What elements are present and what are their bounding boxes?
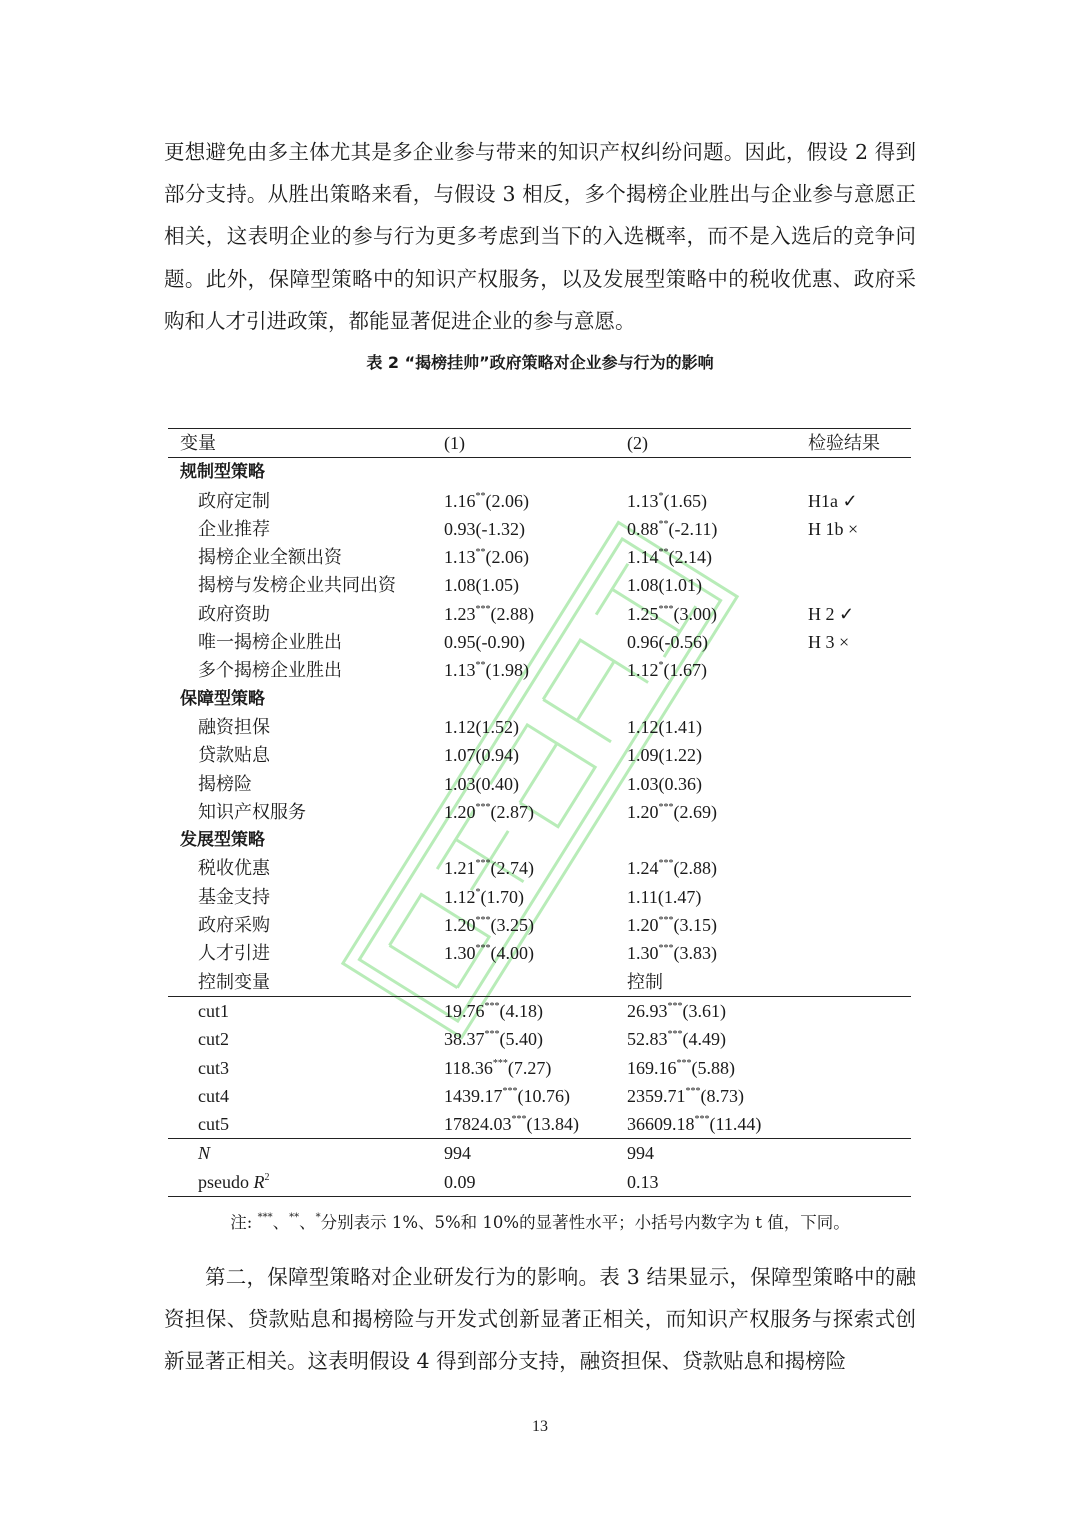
variable-label: cut4 — [198, 1085, 229, 1106]
model-1-cell: 0.09 — [444, 1168, 627, 1197]
model-1-cell: 1.13**(2.06) — [444, 547, 529, 568]
test-result-cell — [808, 939, 911, 967]
test-result-cell — [808, 911, 911, 939]
category-label: 保障型策略 — [180, 688, 265, 709]
test-result-cell — [808, 543, 911, 571]
category-label: 发展型策略 — [180, 830, 265, 851]
model-2-cell: 1.13*(1.65) — [627, 490, 707, 511]
model-2-cell: 169.16***(5.88) — [627, 1057, 735, 1078]
variable-label: 控制变量 — [198, 971, 270, 992]
test-result-cell — [808, 1054, 911, 1082]
test-result-cell: H 3 × — [808, 632, 850, 653]
variable-label: 揭榜与发榜企业共同出资 — [198, 575, 396, 596]
category-label: 规制型策略 — [180, 462, 265, 483]
empty-cell — [627, 826, 808, 854]
table-caption: 表 2 “揭榜挂帅”政府策略对企业参与行为的影响 — [366, 353, 714, 372]
variable-label: cut5 — [198, 1114, 229, 1135]
table-row — [168, 770, 911, 798]
variable-label: N — [168, 1139, 444, 1168]
model-2-cell: 26.93***(3.61) — [627, 996, 808, 1025]
table-row — [168, 713, 911, 741]
variable-label: 企业推荐 — [198, 518, 270, 539]
model-1-cell: 1.12*(1.70) — [444, 886, 524, 907]
model-1-cell: 1.20***(3.25) — [444, 915, 534, 936]
model-2-cell: 1.30***(3.83) — [627, 943, 717, 964]
variable-label: cut2 — [198, 1029, 229, 1050]
regression-table — [168, 428, 911, 1197]
model-2-cell: 1.12(1.41) — [627, 716, 702, 737]
model-1-cell: 1.21***(2.74) — [444, 858, 534, 879]
model-1-cell: 1.20***(2.87) — [444, 801, 534, 822]
model-2-cell: 36609.18***(11.44) — [627, 1114, 762, 1135]
table-row — [168, 968, 911, 997]
test-result-cell — [808, 770, 911, 798]
table-row — [168, 741, 911, 769]
test-result-cell — [808, 996, 911, 1025]
category-row — [168, 826, 911, 854]
test-result-cell — [808, 713, 911, 741]
test-result-cell: H1a ✓ — [808, 490, 858, 511]
note-separator-1: 、 — [272, 1213, 290, 1232]
test-result-cell: H 2 ✓ — [808, 603, 855, 624]
table-row — [168, 1110, 911, 1139]
test-result-cell — [808, 1025, 911, 1053]
table-row — [168, 1082, 911, 1110]
body-paragraph-2: 第二，保障型策略对企业研发行为的影响。表 3 结果显示，保障型策略中的融资担保、贷款贴息和揭榜险与开发式创新显著正相关，而知识产权服务与探索式创新显著正相关。这表明假设 4 得到部分支持，融资担保、贷款贴息和揭榜险 — [164, 1265, 916, 1374]
model-2-cell: 1.24***(2.88) — [627, 858, 717, 879]
model-2-cell: 1.14**(2.14) — [627, 547, 712, 568]
model-1-cell: 1.12(1.52) — [444, 716, 519, 737]
test-result-cell — [808, 1139, 911, 1168]
header-model-1: (1) — [444, 433, 465, 453]
model-2-cell: 1.11(1.47) — [627, 886, 702, 907]
variable-label: 多个揭榜企业胜出 — [198, 660, 342, 681]
note-separator-2: 、 — [299, 1213, 316, 1232]
table-row — [168, 883, 911, 911]
empty-cell — [627, 685, 808, 713]
test-result-cell: H 1b × — [808, 518, 859, 539]
test-result-cell — [808, 854, 911, 882]
model-2-cell: 0.88**(-2.11) — [627, 518, 718, 539]
header-test-result: 检验结果 — [808, 433, 880, 453]
variable-label: 政府定制 — [198, 490, 270, 511]
table-row — [168, 487, 911, 515]
table-row — [168, 1139, 911, 1168]
category-row — [168, 458, 911, 487]
table-header-row — [168, 429, 911, 458]
table-row — [168, 656, 911, 684]
table-row — [168, 798, 911, 826]
model-1-cell: 1.07(0.94) — [444, 745, 519, 766]
table-row — [168, 1168, 911, 1197]
table-row — [168, 854, 911, 882]
model-2-cell: 1.08(1.01) — [627, 575, 702, 596]
variable-label: 揭榜企业全额出资 — [198, 547, 342, 568]
test-result-cell — [808, 741, 911, 769]
model-2-cell: 994 — [627, 1139, 808, 1168]
variable-label: 政府采购 — [198, 915, 270, 936]
empty-cell — [444, 826, 627, 854]
model-1-cell: 19.76***(4.18) — [444, 996, 627, 1025]
page-number: 13 — [532, 1418, 548, 1435]
table-row — [168, 1054, 911, 1082]
test-result-cell — [808, 656, 911, 684]
model-2-cell: 1.20***(2.69) — [627, 801, 717, 822]
model-1-cell — [444, 968, 627, 997]
model-2-cell: 2359.71***(8.73) — [627, 1085, 744, 1106]
variable-label: 融资担保 — [198, 716, 270, 737]
table-row — [168, 571, 911, 599]
model-2-cell: 0.96(-0.56) — [627, 632, 708, 653]
variable-label: 政府资助 — [198, 603, 270, 624]
table-row — [168, 911, 911, 939]
model-2-cell: 1.20***(3.15) — [627, 915, 717, 936]
model-1-cell: 1.13**(1.98) — [444, 660, 529, 681]
variable-label: cut3 — [198, 1057, 229, 1078]
model-2-cell: 52.83***(4.49) — [627, 1029, 726, 1050]
model-1-cell: 38.37***(5.40) — [444, 1029, 543, 1050]
header-model-2: (2) — [627, 433, 648, 453]
table-row — [168, 600, 911, 628]
table-row — [168, 939, 911, 967]
variable-label: 唯一揭榜企业胜出 — [198, 632, 342, 653]
model-1-cell: 0.95(-0.90) — [444, 632, 525, 653]
model-2-cell: 0.13 — [627, 1168, 808, 1197]
body-paragraph-1: 更想避免由多主体尤其是多企业参与带来的知识产权纠纷问题。因此，假设 2 得到部分支持。从胜出策略来看，与假设 3 相反，多个揭榜企业胜出与企业参与意愿正相关，这表明企业的参与行为更多考虑到当下的入选概率，而不是入选后的竞争问题。此外，保障型策略中的知识产权服务，以及发展型策略中的税收优惠、政府采购和人才引进政策，都能显著促进企业的参与意愿。 — [164, 140, 916, 333]
test-result-cell — [808, 1168, 911, 1197]
variable-label: 人才引进 — [198, 943, 270, 964]
empty-cell — [444, 458, 627, 487]
model-2-cell: 控制 — [627, 971, 663, 992]
note-marker-1: *** — [257, 1212, 273, 1223]
model-1-cell: 1.03(0.40) — [444, 773, 519, 794]
note-prefix: 注: — [230, 1213, 258, 1232]
variable-label: 知识产权服务 — [198, 801, 306, 822]
test-result-cell — [808, 1110, 911, 1139]
model-1-cell: 1.08(1.05) — [444, 575, 519, 596]
empty-cell — [808, 826, 911, 854]
model-1-cell: 1.16**(2.06) — [444, 490, 529, 511]
note-text: 分别表示 1%、5%和 10%的显著性水平；小括号内数字为 t 值，下同。 — [320, 1213, 850, 1232]
model-1-cell: 1.23***(2.88) — [444, 603, 534, 624]
model-2-cell: 1.09(1.22) — [627, 745, 702, 766]
test-result-cell — [808, 571, 911, 599]
model-1-cell: 118.36***(7.27) — [444, 1057, 552, 1078]
test-result-cell — [808, 1082, 911, 1110]
model-1-cell: 0.93(-1.32) — [444, 518, 525, 539]
table-row — [168, 628, 911, 656]
empty-cell — [627, 458, 808, 487]
variable-label: 税收优惠 — [198, 858, 270, 879]
model-1-cell: 1439.17***(10.76) — [444, 1085, 570, 1106]
header-variable: 变量 — [180, 433, 216, 453]
model-2-cell: 1.25***(3.00) — [627, 603, 717, 624]
table-note — [0, 1209, 1080, 1233]
empty-cell — [808, 458, 911, 487]
test-result-cell — [808, 968, 911, 997]
variable-label: 贷款贴息 — [198, 745, 270, 766]
note-marker-3: * — [315, 1212, 321, 1223]
note-marker-2: ** — [289, 1212, 300, 1223]
model-1-cell: 17824.03***(13.84) — [444, 1114, 579, 1135]
table-row — [168, 515, 911, 543]
model-2-cell: 1.12*(1.67) — [627, 660, 707, 681]
test-result-cell — [808, 883, 911, 911]
model-2-cell: 1.03(0.36) — [627, 773, 702, 794]
variable-label: 揭榜险 — [198, 773, 252, 794]
table-row — [168, 996, 911, 1025]
variable-label: pseudo $R^2$ — [168, 1168, 444, 1197]
variable-label: 基金支持 — [198, 886, 270, 907]
model-1-cell: 994 — [444, 1139, 627, 1168]
model-1-cell: 1.30***(4.00) — [444, 943, 534, 964]
category-row — [168, 685, 911, 713]
table-row — [168, 543, 911, 571]
test-result-cell — [808, 798, 911, 826]
empty-cell — [808, 685, 911, 713]
variable-label: cut1 — [168, 996, 444, 1025]
empty-cell — [444, 685, 627, 713]
table-row — [168, 1025, 911, 1053]
